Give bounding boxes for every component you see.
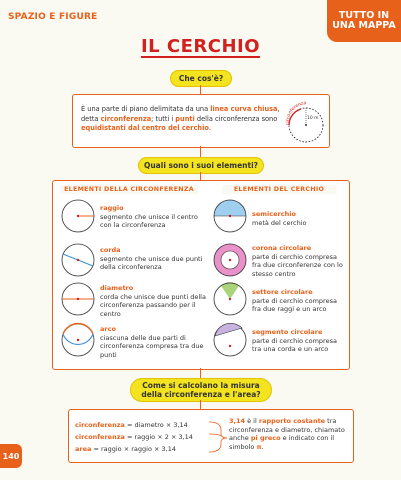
list-item-semicircle: semicerchio metà del cerchio	[252, 210, 307, 227]
connector-line	[200, 85, 201, 94]
formula-circumference-diameter: circonferenza = diametro × 3,14	[75, 421, 188, 429]
connector-line	[200, 172, 201, 180]
chapter-tab-line1: TUTTO IN	[338, 10, 390, 21]
radius-diagram	[60, 198, 96, 234]
circular-segment-diagram	[212, 322, 248, 358]
list-item-diameter: diametro corda che unisce due punti della circonferenza passando per il centro	[100, 284, 206, 318]
circumference-label: circonferenza	[285, 101, 307, 126]
formula-area: area = raggio × raggio × 3,14	[75, 445, 176, 453]
right-column-header: ELEMENTI DEL CERCHIO	[222, 185, 336, 194]
page-number: 140	[0, 444, 22, 468]
sector-diagram	[212, 281, 248, 317]
formula-circumference-radius: circonferenza = raggio × 2 × 3,14	[75, 433, 193, 441]
question-elements: Quali sono i suoi elementi?	[138, 157, 264, 174]
formulas-box	[68, 409, 354, 463]
list-item-sector: settore circolare parte di cerchio compresa fra due raggi e un arco	[252, 288, 337, 314]
pi-note: 3,14 è il rapporto costante tra circonferenza e diametro, chiamato anche pi greco e indicato con il simbolo π.	[229, 417, 345, 451]
connector-line	[200, 146, 201, 157]
diameter-diagram	[60, 281, 96, 317]
list-item-arc: arco ciascuna delle due parti di circonferenza compresa tra due punti	[100, 325, 204, 359]
definition-box	[72, 94, 330, 148]
connector-line	[200, 400, 201, 409]
connector-line	[200, 368, 201, 378]
left-column-header: ELEMENTI DELLA CIRCONFERENZA	[60, 185, 198, 194]
formula-list	[75, 419, 225, 455]
svg-text:circonferenza	[285, 101, 307, 125]
list-item-radius: raggio segmento che unisce il centro con la circonferenza	[100, 204, 198, 230]
arc-diagram	[60, 322, 96, 358]
annulus-diagram	[212, 242, 248, 278]
chapter-tab-line2: UNA MAPPA	[332, 20, 396, 31]
list-item-chord: corda segmento che unisce due punti della circonferenza	[100, 246, 203, 272]
list-item-circular-segment: segmento circolare parte di cerchio compresa tra una corda e un arco	[252, 328, 337, 354]
question-what-is-it: Che cos'è?	[170, 70, 232, 87]
chord-diagram	[60, 242, 96, 278]
question-formulas-line2: della circonferenza e l'area?	[141, 390, 261, 399]
semicircle-diagram	[212, 198, 248, 234]
radius-measure-label: 10 m	[307, 116, 319, 121]
brace-connector	[207, 414, 229, 458]
question-formulas	[130, 378, 272, 402]
page-title: IL CERCHIO	[140, 36, 261, 57]
list-item-annulus: corona circolare parte di cerchio compresa fra due circonferenze con lo stesso centro	[252, 244, 343, 278]
circumference-diagram	[281, 95, 329, 147]
question-formulas-line1: Come si calcolano la misura	[142, 381, 260, 390]
definition-text: È una parte di piano delimitata da una linea curva chiusa, detta circonferenza; tutti i punti della circonferenza sono equidistanti dal centro del cerchio.	[81, 105, 280, 132]
section-label: SPAZIO E FIGURE	[8, 12, 98, 22]
